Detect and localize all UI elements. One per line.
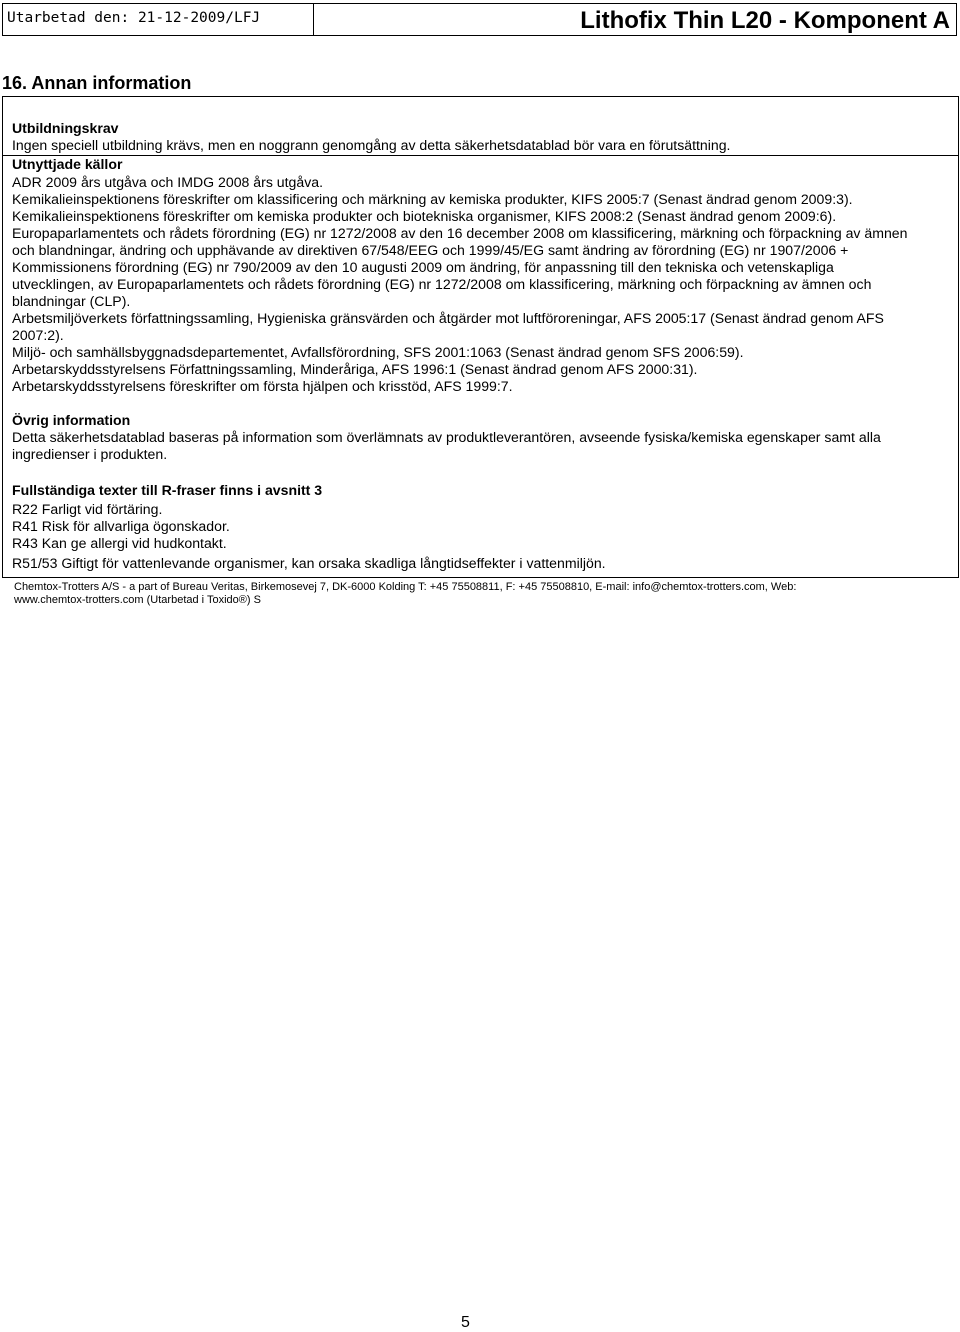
product-title: Lithofix Thin L20 - Komponent A	[580, 7, 950, 34]
rfras-line: R22 Farligt vid förtäring.	[12, 501, 163, 517]
header-divider	[313, 4, 314, 35]
section-title: 16. Annan information	[2, 73, 192, 93]
utbildningskrav-heading: Utbildningskrav	[12, 120, 119, 136]
kallor-line: Arbetsmiljöverkets författningssamling, Hygieniska gränsvärden och åtgärder mot luftföroreningar, AFS 2005:17 (Senast ändrad genom AFS	[12, 310, 884, 326]
page-number: 5	[461, 1314, 470, 1331]
utbildningskrav-text: Ingen speciell utbildning krävs, men en noggrann genomgång av detta säkerhetsdatablad bör vara en förutsättning.	[12, 137, 731, 153]
section-content-box	[2, 96, 959, 578]
rfras-line: R41 Risk för allvarliga ögonskador.	[12, 518, 230, 534]
kallor-line: Miljö- och samhällsbyggnadsdepartementet, Avfallsförordning, SFS 2001:1063 (Senast ändrad genom SFS 2006:59).	[12, 344, 744, 360]
kallor-line: 2007:2).	[12, 327, 64, 343]
kallor-line: ADR 2009 års utgåva och IMDG 2008 års utgåva.	[12, 174, 324, 190]
kallor-line: Kemikalieinspektionens föreskrifter om klassificering och märkning av kemiska produkter, KIFS 2005:7 (Senast ändrad genom 2009:3).	[12, 191, 853, 207]
rfras-line: R51/53 Giftigt för vattenlevande organismer, kan orsaka skadliga långtidseffekter i vattenmiljön.	[12, 555, 606, 571]
kallor-line: Arbetarskyddsstyrelsens föreskrifter om första hjälpen och krisstöd, AFS 1999:7.	[12, 378, 513, 394]
kallor-line: Kemikalieinspektionens föreskrifter om kemiska produkter och biotekniska organismer, KIFS 2008:2 (Senast ändrad genom 2009:6).	[12, 208, 837, 224]
company-footer	[14, 581, 796, 607]
prepared-date: Utarbetad den: 21-12-2009/LFJ	[7, 10, 261, 26]
ovrig-heading: Övrig information	[12, 412, 131, 428]
rfras-line: R43 Kan ge allergi vid hudkontakt.	[12, 535, 227, 551]
row-divider	[3, 155, 958, 156]
ovrig-line: Detta säkerhetsdatablad baseras på information som överlämnats av produktleverantören, avseende fysiska/kemiska egenskaper samt alla	[12, 429, 881, 445]
kallor-line: Kommissionens förordning (EG) nr 790/2009 av den 10 augusti 2009 om ändring, för anpassning till den tekniska och vetenskapliga	[12, 259, 834, 275]
footer-line: www.chemtox-trotters.com (Utarbetad i Toxido®) S	[14, 594, 261, 606]
ovrig-line: ingredienser i produkten.	[12, 446, 168, 462]
kallor-heading: Utnyttjade källor	[12, 156, 123, 172]
rfraser-heading: Fullständiga texter till R-fraser finns i avsnitt 3	[12, 482, 323, 498]
footer-line: Chemtox-Trotters A/S - a part of Bureau Veritas, Birkemosevej 7, DK-6000 Kolding T: +45 75508811, F: +45 75508810, E-mail: info@chemtox-trotters.com, Web:	[14, 581, 797, 593]
kallor-line: Arbetarskyddsstyrelsens Författningssamling, Minderåriga, AFS 1996:1 (Senast ändrad genom AFS 2000:31).	[12, 361, 698, 377]
kallor-line: Europaparlamentets och rådets förordning (EG) nr 1272/2008 av den 16 december 2008 om klassificering, märkning och förpackning av ämnen	[12, 225, 908, 241]
kallor-line: blandningar (CLP).	[12, 293, 131, 309]
kallor-line: utvecklingen, av Europaparlamentets och rådets förordning (EG) nr 1272/2008 om klassificering, märkning och förpackning av ämnen och	[12, 276, 872, 292]
document-header	[2, 3, 957, 36]
kallor-line: och blandningar, ändring och upphävande av direktiven 67/548/EEG och 1999/45/EG samt ändring av förordning (EG) nr 1907/2006 +	[12, 242, 849, 258]
